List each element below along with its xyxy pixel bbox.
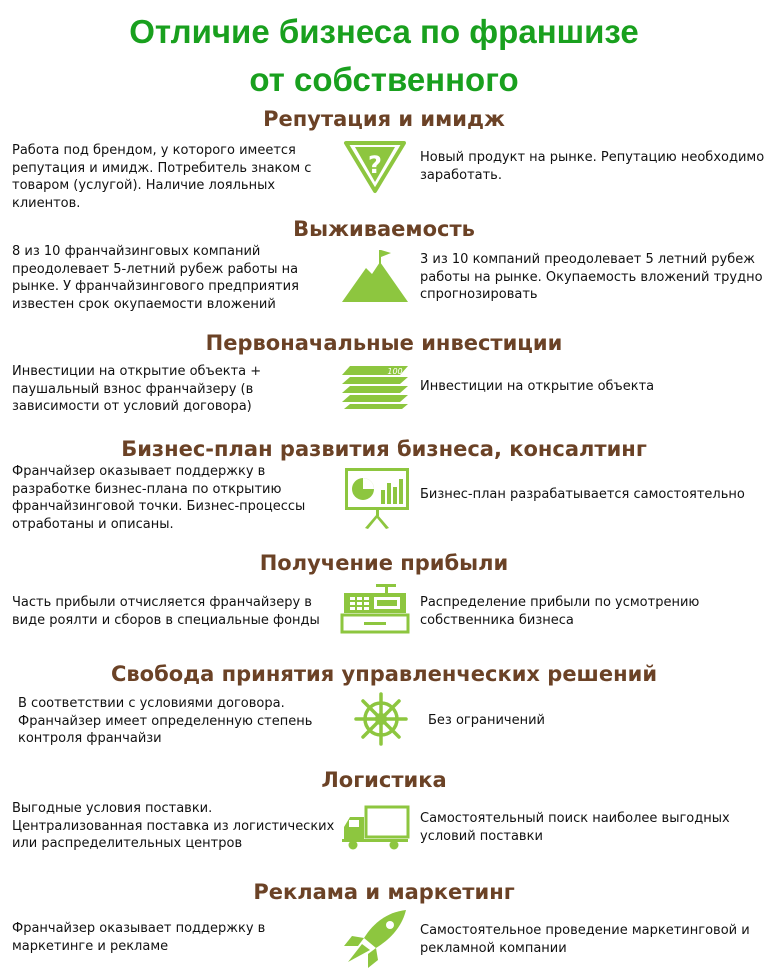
reputation-franchise-text: Работа под брендом, у которого имеется репутация и имидж. Потребитель знаком с товаром (услугой). Наличие лояльных клиентов. (12, 143, 312, 211)
investment-franchise-text: Инвестиции на открытие объекта + паушальный взнос франчайзеру (в зависимости от условий договора) (12, 364, 262, 414)
profit-own-text: Распределение прибыли по усмотрению собственника бизнеса (420, 595, 700, 628)
presentation-board-icon (343, 466, 411, 530)
heading-business-plan: Бизнес-план развития бизнеса, консалтинг (121, 437, 647, 461)
svg-text:100: 100 (387, 367, 403, 376)
survival-franchise-text: 8 из 10 франчайзинговых компаний преодолевает 5-летний рубеж работы на рынке. У франчайзингового предприятия известен срок окупаемости вложений (12, 244, 299, 312)
profit-franchise-text: Часть прибыли отчисляется франчайзеру в виде роялти и сборов в специальные фонды (12, 595, 320, 628)
heading-reputation: Репутация и имидж (263, 107, 505, 131)
page-title-line-2: от собственного (249, 61, 519, 98)
advertising-own-text: Самостоятельное проведение маркетинговой и рекламной компании (420, 923, 750, 956)
logistics-own-text: Самостоятельный поиск наиболее выгодных условий поставки (420, 811, 730, 844)
heading-advertising: Реклама и маркетинг (253, 880, 515, 904)
investment-own-text: Инвестиции на открытие объекта (420, 379, 655, 394)
page-title-line-1: Отличие бизнеса по франшизе (129, 13, 639, 50)
ship-wheel-icon (354, 692, 408, 746)
management-franchise-text: В соответствии с условиями договора. Франчайзер имеет определенную степень контроля франчайзи (18, 696, 313, 746)
business-plan-franchise-text: Франчайзер оказывает поддержку в разработке бизнес-плана по открытию франчайзинговой точки. Бизнес-процессы отработаны и описаны. (12, 464, 306, 532)
cash-register-icon (340, 582, 410, 634)
heading-logistics: Логистика (321, 768, 447, 792)
business-plan-own-text: Бизнес-план разрабатывается самостоятельно (420, 487, 745, 502)
logistics-franchise-text: Выгодные условия поставки. Централизованная поставка из логистических или распределительных центров (12, 801, 335, 851)
money-stack-icon (340, 364, 410, 410)
heading-management-freedom: Свобода принятия управленческих решений (110, 662, 658, 686)
heading-survival: Выживаемость (293, 217, 475, 241)
heading-profit: Получение прибыли (259, 551, 509, 575)
delivery-truck-icon (340, 805, 412, 851)
reputation-own-text: Новый продукт на рынке. Репутацию необходимо заработать. (420, 150, 765, 183)
rocket-icon (340, 908, 410, 972)
survival-own-text: 3 из 10 компаний преодолевает 5 летний рубеж работы на рынке. Окупаемость вложений трудно спрогнозировать (420, 252, 763, 302)
advertising-franchise-text: Франчайзер оказывает поддержку в маркетинге и рекламе (12, 921, 266, 954)
svg-text:?: ? (368, 151, 382, 179)
mountain-flag-icon (340, 248, 410, 304)
management-own-text: Без ограничений (428, 713, 545, 728)
reputation-diamond-icon (342, 137, 408, 195)
heading-initial-investment: Первоначальные инвестиции (205, 331, 563, 355)
